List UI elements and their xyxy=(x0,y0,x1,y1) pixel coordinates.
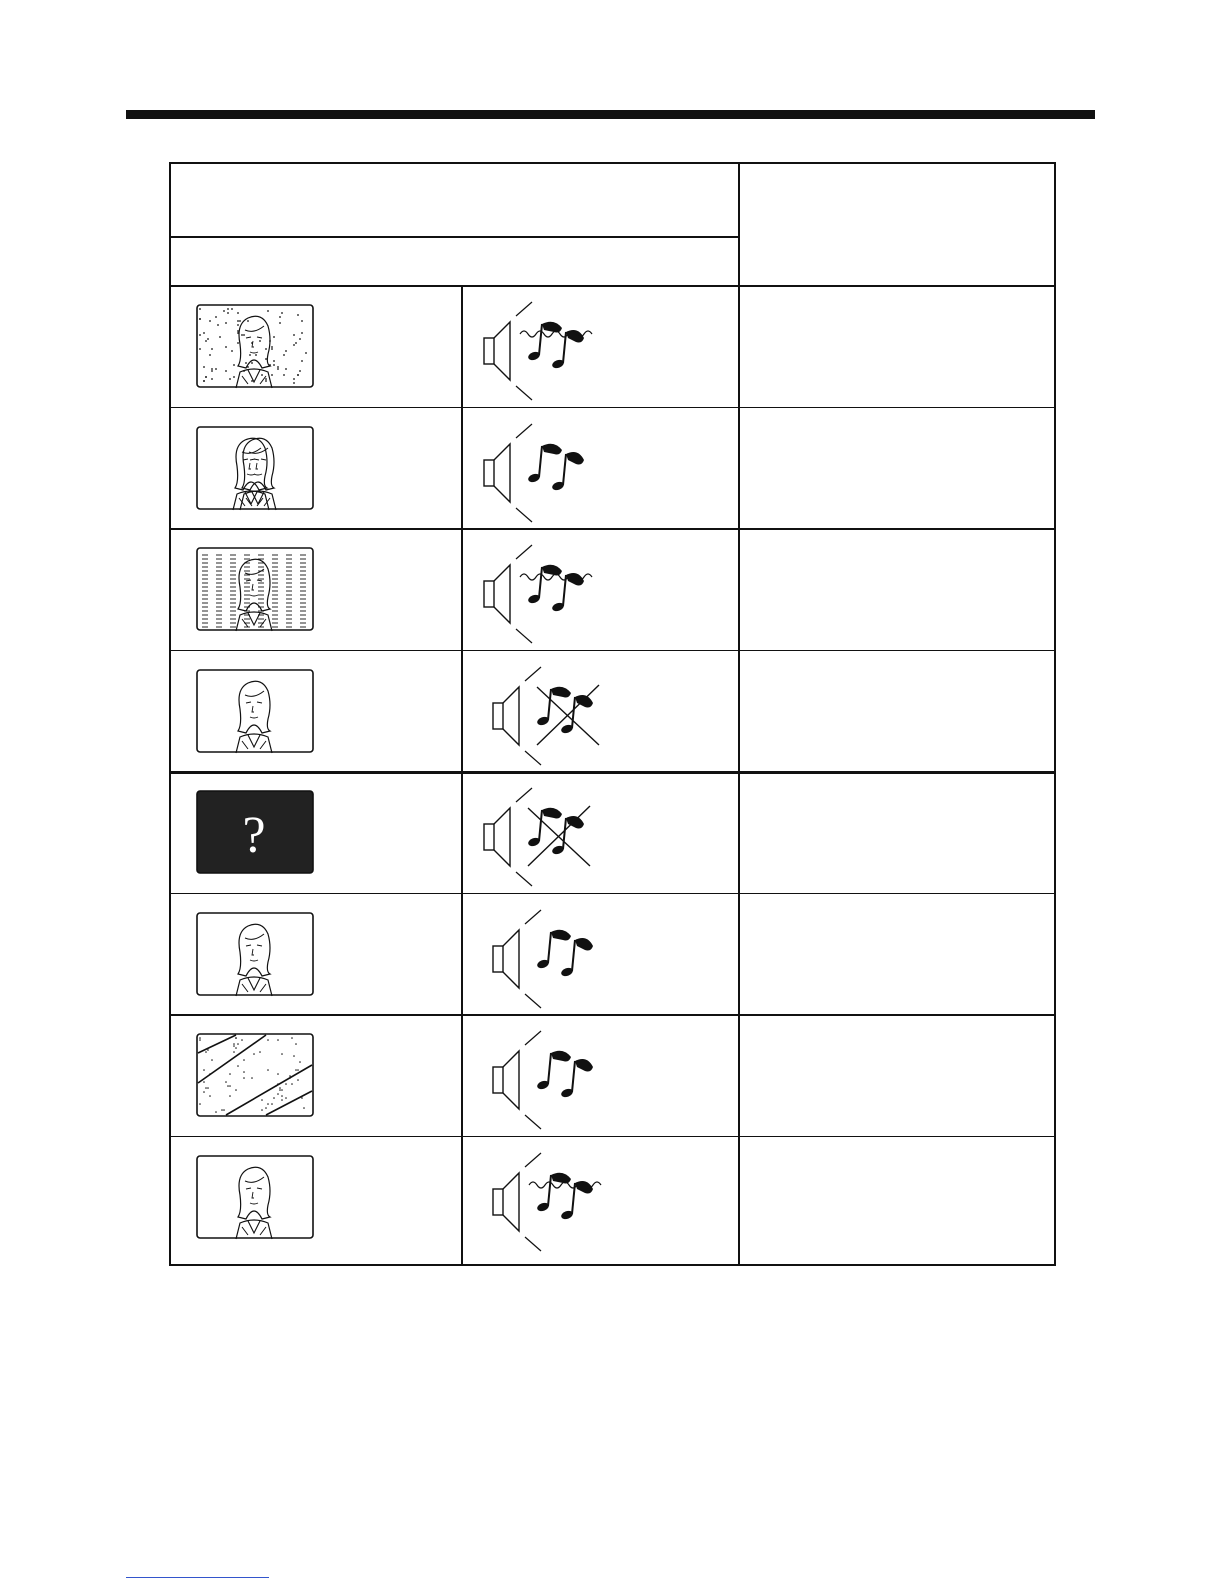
symptom-sound-cell xyxy=(491,906,621,1012)
interference-picture-icon xyxy=(196,547,314,631)
divider-sound-column xyxy=(461,285,463,1264)
normal-sound-icon xyxy=(491,1027,621,1133)
symptom-picture-cell xyxy=(196,1155,314,1239)
snowy-picture-icon xyxy=(196,304,314,388)
symptom-sound-cell xyxy=(491,663,621,769)
stripes-picture-icon xyxy=(196,1033,314,1117)
cause-cell xyxy=(741,1137,1054,1259)
no-sound-icon xyxy=(482,784,612,890)
cause-cell xyxy=(741,1015,1054,1137)
cause-cell xyxy=(741,286,1054,408)
normal-picture-icon xyxy=(196,669,314,753)
symptom-picture-cell xyxy=(196,912,314,996)
symptom-picture-cell xyxy=(196,547,314,631)
noisy-sound-icon xyxy=(491,1149,621,1255)
symptom-sound-cell xyxy=(491,1149,621,1255)
troubleshooting-table xyxy=(169,162,1056,1266)
symptom-picture-cell xyxy=(196,1033,314,1117)
no-picture-icon xyxy=(196,790,314,874)
footer-rule xyxy=(126,1577,269,1578)
symptom-sound-cell xyxy=(482,420,612,526)
header-symptom-top xyxy=(171,164,739,236)
noisy-sound-icon xyxy=(482,541,612,647)
normal-picture-icon xyxy=(196,1155,314,1239)
symptom-picture-cell xyxy=(196,669,314,753)
cause-cell xyxy=(741,529,1054,651)
cause-cell xyxy=(741,894,1054,1016)
symptom-sound-cell xyxy=(482,784,612,890)
symptom-picture-cell xyxy=(196,790,314,874)
cause-cell xyxy=(741,651,1054,773)
symptom-sound-cell xyxy=(491,1027,621,1133)
symptom-picture-cell xyxy=(196,304,314,388)
ghost-picture-icon xyxy=(196,426,314,510)
no-sound-icon xyxy=(491,663,621,769)
header-symptom-bottom xyxy=(171,236,739,286)
normal-sound-icon xyxy=(491,906,621,1012)
divider-cause-column xyxy=(738,164,740,1264)
cause-cell xyxy=(741,772,1054,894)
normal-sound-icon xyxy=(482,420,612,526)
top-rule xyxy=(126,110,1095,119)
symptom-sound-cell xyxy=(482,541,612,647)
symptom-picture-cell xyxy=(196,426,314,510)
noisy-sound-icon xyxy=(482,298,612,404)
cause-cell xyxy=(741,408,1054,530)
header-cause xyxy=(741,164,1054,286)
screen-question-glyph: ? xyxy=(242,807,266,864)
symptom-sound-cell xyxy=(482,298,612,404)
normal-picture-icon xyxy=(196,912,314,996)
divider-header-mid xyxy=(171,236,739,238)
